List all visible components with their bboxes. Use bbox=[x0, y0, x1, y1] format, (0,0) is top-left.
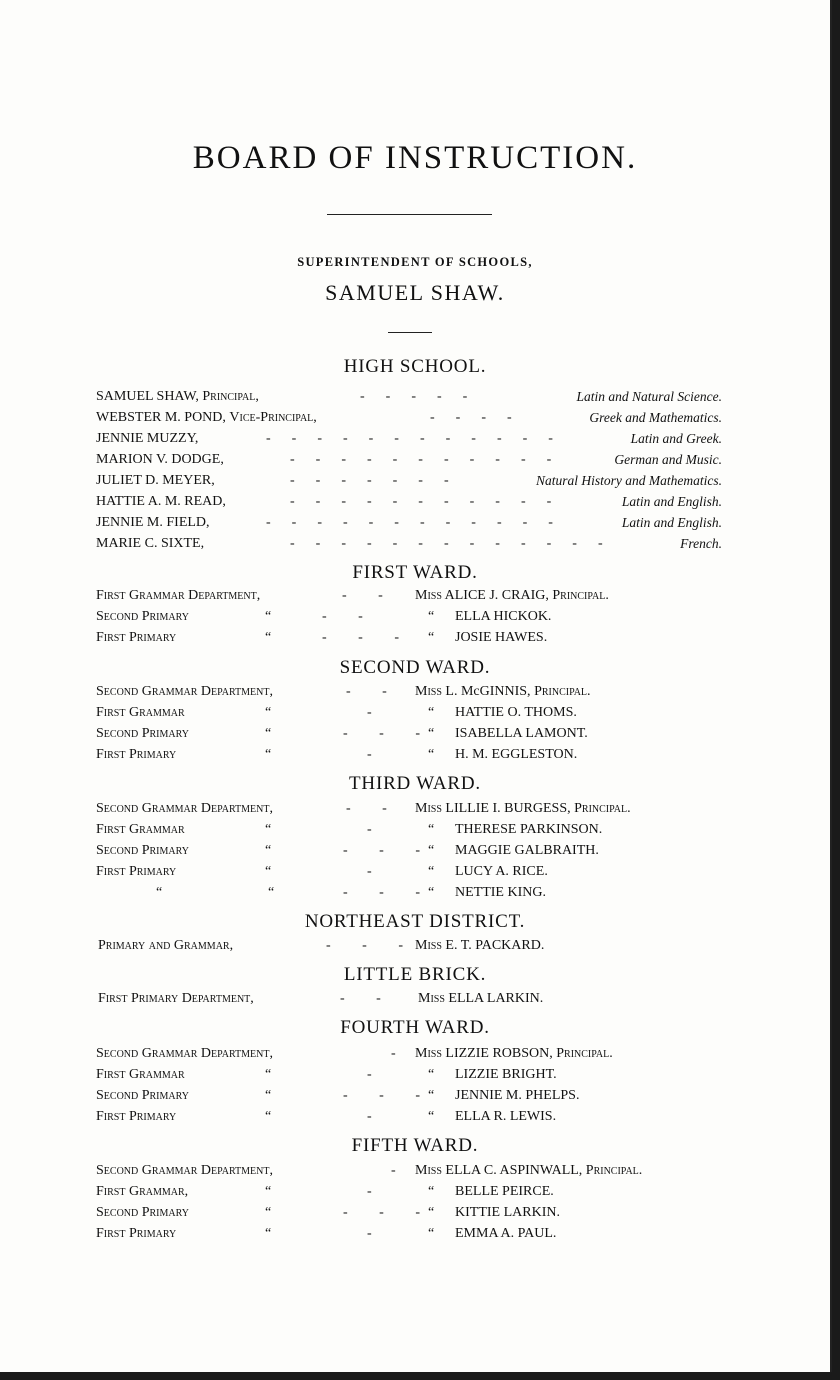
high-school-heading: HIGH SCHOOL. bbox=[343, 356, 487, 377]
ditto-mark: “ bbox=[265, 630, 272, 645]
teacher-entry bbox=[415, 938, 544, 954]
ditto-mark: “ bbox=[265, 864, 272, 879]
teacher-title: Principal, bbox=[202, 389, 259, 404]
ditto-mark: “ bbox=[268, 885, 275, 900]
teacher-subject: German and Music. bbox=[614, 452, 722, 467]
ditto-mark: “ bbox=[428, 1205, 435, 1220]
ditto-mark: “ bbox=[428, 630, 435, 645]
ditto-mark: “ bbox=[265, 609, 272, 624]
teacher-subject: Latin and English. bbox=[621, 494, 722, 509]
department-label: First Grammar Department, bbox=[96, 588, 261, 603]
teacher-name: EMMA A. PAUL. bbox=[455, 1226, 557, 1241]
teacher-entry bbox=[415, 684, 591, 700]
teacher-entry bbox=[415, 1163, 642, 1179]
leader-dashes: - - bbox=[342, 588, 383, 603]
teacher-name: LUCY A. RICE. bbox=[455, 864, 548, 879]
teacher-name: BELLE PEIRCE. bbox=[455, 1184, 554, 1199]
teacher-role: Principal. bbox=[534, 684, 591, 699]
department-label: First Grammar, bbox=[96, 1184, 189, 1199]
high-school-row bbox=[96, 389, 259, 405]
department-label: First Grammar bbox=[96, 1067, 185, 1082]
title-rule bbox=[327, 214, 492, 215]
department-label: First Primary bbox=[96, 1226, 177, 1241]
teacher-prefix: Miss bbox=[415, 1046, 442, 1061]
leader-dashes: - - - bbox=[322, 630, 399, 645]
department-label: First Primary Department, bbox=[98, 991, 254, 1006]
ditto-mark: “ bbox=[265, 747, 272, 762]
ditto-mark: “ bbox=[428, 609, 435, 624]
leader-dashes: - bbox=[367, 1109, 372, 1124]
teacher-name: ELLA HICKOK. bbox=[455, 609, 552, 624]
ditto-mark: “ bbox=[265, 1184, 272, 1199]
teacher-name: ELLA C. ASPINWALL, bbox=[445, 1163, 583, 1178]
ditto-mark: “ bbox=[428, 705, 435, 720]
teacher-name: HATTIE O. THOMS. bbox=[455, 705, 577, 720]
teacher-name: JULIET D. MEYER, bbox=[96, 473, 215, 488]
teacher-prefix: Miss bbox=[415, 938, 442, 953]
teacher-role: Principal. bbox=[585, 1163, 643, 1178]
leader-dashes: - - - bbox=[343, 1205, 420, 1220]
northeast-district-heading: NORTHEAST DISTRICT. bbox=[304, 911, 526, 932]
teacher-title: Vice-Principal, bbox=[229, 410, 317, 425]
teacher-entry bbox=[418, 991, 543, 1007]
teacher-role: Principal. bbox=[556, 1046, 613, 1061]
teacher-name: ELLA R. LEWIS. bbox=[455, 1109, 557, 1124]
ditto-mark: “ bbox=[265, 1067, 272, 1082]
department-label: First Grammar bbox=[96, 822, 185, 837]
teacher-prefix: Miss bbox=[415, 588, 442, 603]
department-label: Primary and Grammar, bbox=[98, 938, 234, 953]
second-ward-heading: SECOND WARD. bbox=[339, 657, 491, 678]
ditto-mark: “ bbox=[428, 1226, 435, 1241]
teacher-entry bbox=[415, 588, 609, 604]
teacher-name: HATTIE A. M. READ, bbox=[96, 494, 226, 509]
department-label: Second Primary bbox=[96, 609, 189, 624]
department-label: Second Grammar Department, bbox=[96, 1046, 273, 1061]
department-label: Second Primary bbox=[96, 1205, 189, 1220]
teacher-name: WEBSTER M. POND, bbox=[96, 410, 226, 425]
ditto-mark: “ bbox=[265, 1205, 272, 1220]
teacher-prefix: Miss bbox=[415, 801, 442, 816]
leader-dashes: - bbox=[391, 1163, 396, 1178]
leader-dashes: - bbox=[391, 1046, 396, 1061]
teacher-name: MARIE C. SIXTE, bbox=[96, 536, 205, 551]
teacher-name: SAMUEL SHAW, bbox=[96, 389, 199, 404]
teacher-name: LIZZIE ROBSON, bbox=[445, 1046, 553, 1061]
fifth-ward-heading: FIFTH WARD. bbox=[351, 1135, 479, 1156]
leader-dashes: - bbox=[367, 864, 372, 879]
department-label: Second Primary bbox=[96, 726, 189, 741]
superintendent-label: SUPERINTENDENT OF SCHOOLS, bbox=[297, 255, 533, 269]
leader-dashes: - bbox=[367, 1226, 372, 1241]
superintendent-rule bbox=[388, 332, 432, 333]
teacher-name: LILLIE I. BURGESS, bbox=[445, 801, 571, 816]
department-label: Second Grammar Department, bbox=[96, 1163, 273, 1178]
leader-dashes: - - bbox=[322, 609, 363, 624]
ditto-mark: “ bbox=[265, 1226, 272, 1241]
teacher-subject: Greek and Mathematics. bbox=[589, 410, 722, 425]
leader-dashes: - - - - - - - - - - - - bbox=[266, 431, 553, 446]
ditto-mark: “ bbox=[265, 1109, 272, 1124]
superintendent-name: SAMUEL SHAW. bbox=[325, 280, 505, 305]
department-label: Second Grammar Department, bbox=[96, 801, 273, 816]
leader-dashes: - - - - - bbox=[360, 389, 468, 404]
teacher-subject: Latin and Natural Science. bbox=[576, 389, 722, 404]
teacher-name: MARION V. DODGE, bbox=[96, 452, 224, 467]
ditto-mark: “ bbox=[156, 885, 163, 900]
leader-dashes: - - bbox=[340, 991, 381, 1006]
leader-dashes: - bbox=[367, 705, 372, 720]
high-school-row bbox=[96, 410, 317, 426]
first-ward-heading: FIRST WARD. bbox=[352, 562, 478, 583]
ditto-mark: “ bbox=[428, 747, 435, 762]
leader-dashes: - - - - - - - - - - - bbox=[290, 494, 552, 509]
teacher-name: ELLA LARKIN. bbox=[448, 991, 544, 1006]
teacher-name: JENNIE M. FIELD, bbox=[96, 515, 210, 530]
leader-dashes: - - - bbox=[343, 726, 420, 741]
fourth-ward-heading: FOURTH WARD. bbox=[340, 1017, 490, 1038]
ditto-mark: “ bbox=[428, 1184, 435, 1199]
ditto-mark: “ bbox=[265, 705, 272, 720]
leader-dashes: - bbox=[367, 747, 372, 762]
teacher-name: NETTIE KING. bbox=[455, 885, 546, 900]
department-label: Second Primary bbox=[96, 843, 189, 858]
ditto-mark: “ bbox=[265, 726, 272, 741]
department-label: Second Grammar Department, bbox=[96, 684, 273, 699]
leader-dashes: - bbox=[367, 1184, 372, 1199]
teacher-subject: Natural History and Mathematics. bbox=[536, 473, 722, 488]
department-label: Second Primary bbox=[96, 1088, 189, 1103]
page-title: BOARD OF INSTRUCTION. bbox=[192, 140, 638, 176]
leader-dashes: - bbox=[367, 1067, 372, 1082]
teacher-name: THERESE PARKINSON. bbox=[455, 822, 603, 837]
ditto-mark: “ bbox=[428, 864, 435, 879]
teacher-prefix: Miss bbox=[415, 1163, 442, 1178]
teacher-name: ALICE J. CRAIG, bbox=[444, 588, 549, 603]
teacher-prefix: Miss bbox=[418, 991, 445, 1006]
teacher-prefix: Miss bbox=[415, 684, 442, 699]
ditto-mark: “ bbox=[428, 1067, 435, 1082]
leader-dashes: - - - bbox=[343, 843, 420, 858]
teacher-entry bbox=[415, 801, 631, 817]
teacher-subject: Latin and Greek. bbox=[630, 431, 722, 446]
ditto-mark: “ bbox=[428, 843, 435, 858]
teacher-name: H. M. EGGLESTON. bbox=[455, 747, 578, 762]
ditto-mark: “ bbox=[428, 822, 435, 837]
department-label: First Primary bbox=[96, 630, 177, 645]
teacher-role: Principal. bbox=[574, 801, 631, 816]
teacher-name: E. T. PACKARD. bbox=[445, 938, 545, 953]
teacher-entry bbox=[415, 1046, 613, 1062]
leader-dashes: - - - - - - - - - - - bbox=[290, 452, 552, 467]
teacher-name: JENNIE M. PHELPS. bbox=[455, 1088, 580, 1103]
department-label: First Primary bbox=[96, 1109, 177, 1124]
ditto-mark: “ bbox=[265, 1088, 272, 1103]
teacher-name: ISABELLA LAMONT. bbox=[455, 726, 588, 741]
leader-dashes: - - - - - - - - - - - - - bbox=[290, 536, 603, 551]
leader-dashes: - - - - - - - bbox=[290, 473, 449, 488]
teacher-role: Principal. bbox=[552, 588, 609, 603]
teacher-name: MAGGIE GALBRAITH. bbox=[455, 843, 599, 858]
leader-dashes: - - - bbox=[343, 885, 420, 900]
leader-dashes: - - - bbox=[326, 938, 403, 953]
teacher-name: L. McGINNIS, bbox=[445, 684, 531, 699]
ditto-mark: “ bbox=[428, 885, 435, 900]
ditto-mark: “ bbox=[265, 843, 272, 858]
third-ward-heading: THIRD WARD. bbox=[349, 773, 481, 794]
leader-dashes: - bbox=[367, 822, 372, 837]
ditto-mark: “ bbox=[265, 822, 272, 837]
department-label: First Primary bbox=[96, 747, 177, 762]
teacher-name: JENNIE MUZZY, bbox=[96, 431, 199, 446]
teacher-name: LIZZIE BRIGHT. bbox=[455, 1067, 557, 1082]
leader-dashes: - - - - bbox=[430, 410, 512, 425]
ditto-mark: “ bbox=[428, 1109, 435, 1124]
teacher-subject: Latin and English. bbox=[621, 515, 722, 530]
department-label: First Primary bbox=[96, 864, 177, 879]
teacher-subject: French. bbox=[680, 536, 722, 551]
teacher-name: JOSIE HAWES. bbox=[455, 630, 548, 645]
leader-dashes: - - - bbox=[343, 1088, 420, 1103]
leader-dashes: - - bbox=[346, 801, 387, 816]
ditto-mark: “ bbox=[428, 726, 435, 741]
leader-dashes: - - bbox=[346, 684, 387, 699]
department-label: First Grammar bbox=[96, 705, 185, 720]
leader-dashes: - - - - - - - - - - - - bbox=[266, 515, 553, 530]
teacher-name: KITTIE LARKIN. bbox=[455, 1205, 560, 1220]
ditto-mark: “ bbox=[428, 1088, 435, 1103]
little-brick-heading: LITTLE BRICK. bbox=[343, 964, 487, 985]
